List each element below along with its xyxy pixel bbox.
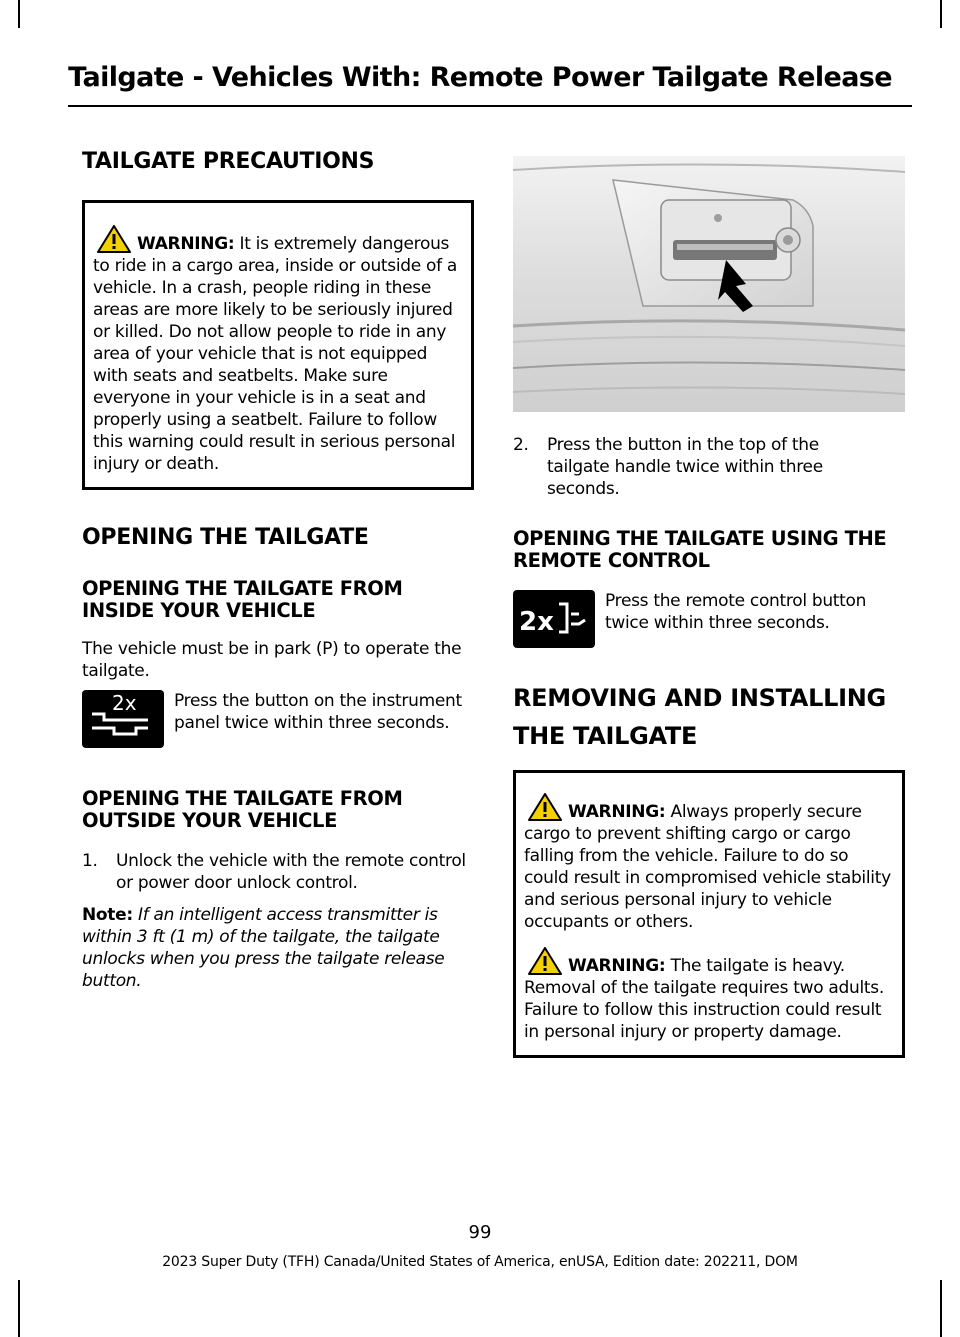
opening-heading: OPENING THE TAILGATE [82, 525, 369, 550]
warning-paragraph [93, 225, 463, 475]
warning-paragraph [524, 947, 894, 1043]
inside-heading: OPENING THE TAILGATE FROM INSIDE YOUR VEHICLE [82, 577, 403, 622]
warning-triangle-icon [97, 225, 131, 253]
warning-paragraph [524, 793, 894, 933]
list-item [513, 434, 905, 500]
crop-mark-bottom-left [18, 1280, 20, 1337]
warning-triangle-icon [528, 947, 562, 975]
edition-line: 2023 Super Duty (TFH) Canada/United States of America, enUSA, Edition date: 202211, DOM [162, 1254, 798, 1270]
tailgate-handle-figure [513, 156, 905, 412]
remote-text: Press the remote control button twice within three seconds. [605, 591, 867, 633]
crop-mark-top-right [940, 0, 942, 28]
step-text: Unlock the vehicle with the remote control or power door unlock control. [116, 851, 466, 893]
step-number: 2. [513, 435, 529, 455]
step-text: Press the button in the top of the tailgate handle twice within three seconds. [547, 435, 823, 499]
note-paragraph [82, 904, 474, 992]
crop-mark-bottom-right [940, 1280, 942, 1337]
warning-text: Always properly secure cargo to prevent shifting cargo or cargo falling from the vehicle. Failure to do so could result in compromised vehicle stability and serious personal injury to vehicle occupants or others. [524, 802, 891, 932]
header-rule [68, 105, 912, 107]
panel-text: Press the button on the instrument panel twice within three seconds. [174, 691, 462, 733]
list-item [82, 850, 474, 894]
page-number: 99 [468, 1222, 492, 1243]
remote-button-row [513, 590, 905, 648]
left-column [82, 150, 474, 992]
remote-tailgate-icon [513, 590, 595, 648]
removing-heading-line2: THE TAILGATE [513, 722, 698, 750]
warning-label: WARNING: [137, 234, 235, 254]
warning-text: It is extremely dangerous to ride in a cargo area, inside or outside of a vehicle. In a crash, people riding in these areas are more likely to be seriously injured or killed. Do not allow people to ride in any area of your vehicle that is not equipped with seats and seatbelts. Make sure everyone in your vehicle is in a seat and properly using a seatbelt. Failure to follow this warning could result in serious personal injury or death. [93, 234, 458, 474]
right-column [513, 156, 905, 1058]
warning-box-cargo-tailgate [513, 770, 905, 1058]
removing-heading-line1: REMOVING AND INSTALLING [513, 684, 886, 712]
warning-label: WARNING: [568, 802, 666, 822]
outside-heading: OPENING THE TAILGATE FROM OUTSIDE YOUR VEHICLE [82, 787, 403, 832]
crop-mark-top-left [18, 0, 20, 28]
tailgate-release-panel-icon [82, 690, 164, 748]
page-header-title: Tailgate - Vehicles With: Remote Power Tailgate Release [68, 62, 892, 93]
inside-text: The vehicle must be in park (P) to operate the tailgate. [82, 639, 462, 681]
note-text: If an intelligent access transmitter is within 3 ft (1 m) of the tailgate, the tailgate unlocks when you press the tailgate release button. [82, 905, 445, 991]
warning-triangle-icon [528, 793, 562, 821]
warning-text: The tailgate is heavy. Removal of the tailgate requires two adults. Failure to follow this instruction could result in personal injury or property damage. [524, 956, 884, 1042]
precautions-heading: TAILGATE PRECAUTIONS [82, 149, 375, 174]
warning-box-cargo-riding [82, 200, 474, 490]
remote-heading: OPENING THE TAILGATE USING THE REMOTE CONTROL [513, 527, 887, 572]
note-label: Note: [82, 905, 133, 925]
panel-button-row [82, 690, 474, 748]
warning-label: WARNING: [568, 956, 666, 976]
panel-icon-label: 2x [112, 691, 137, 715]
step-number: 1. [82, 851, 98, 871]
remote-icon-label: 2x [519, 607, 554, 637]
removing-heading [513, 684, 905, 750]
